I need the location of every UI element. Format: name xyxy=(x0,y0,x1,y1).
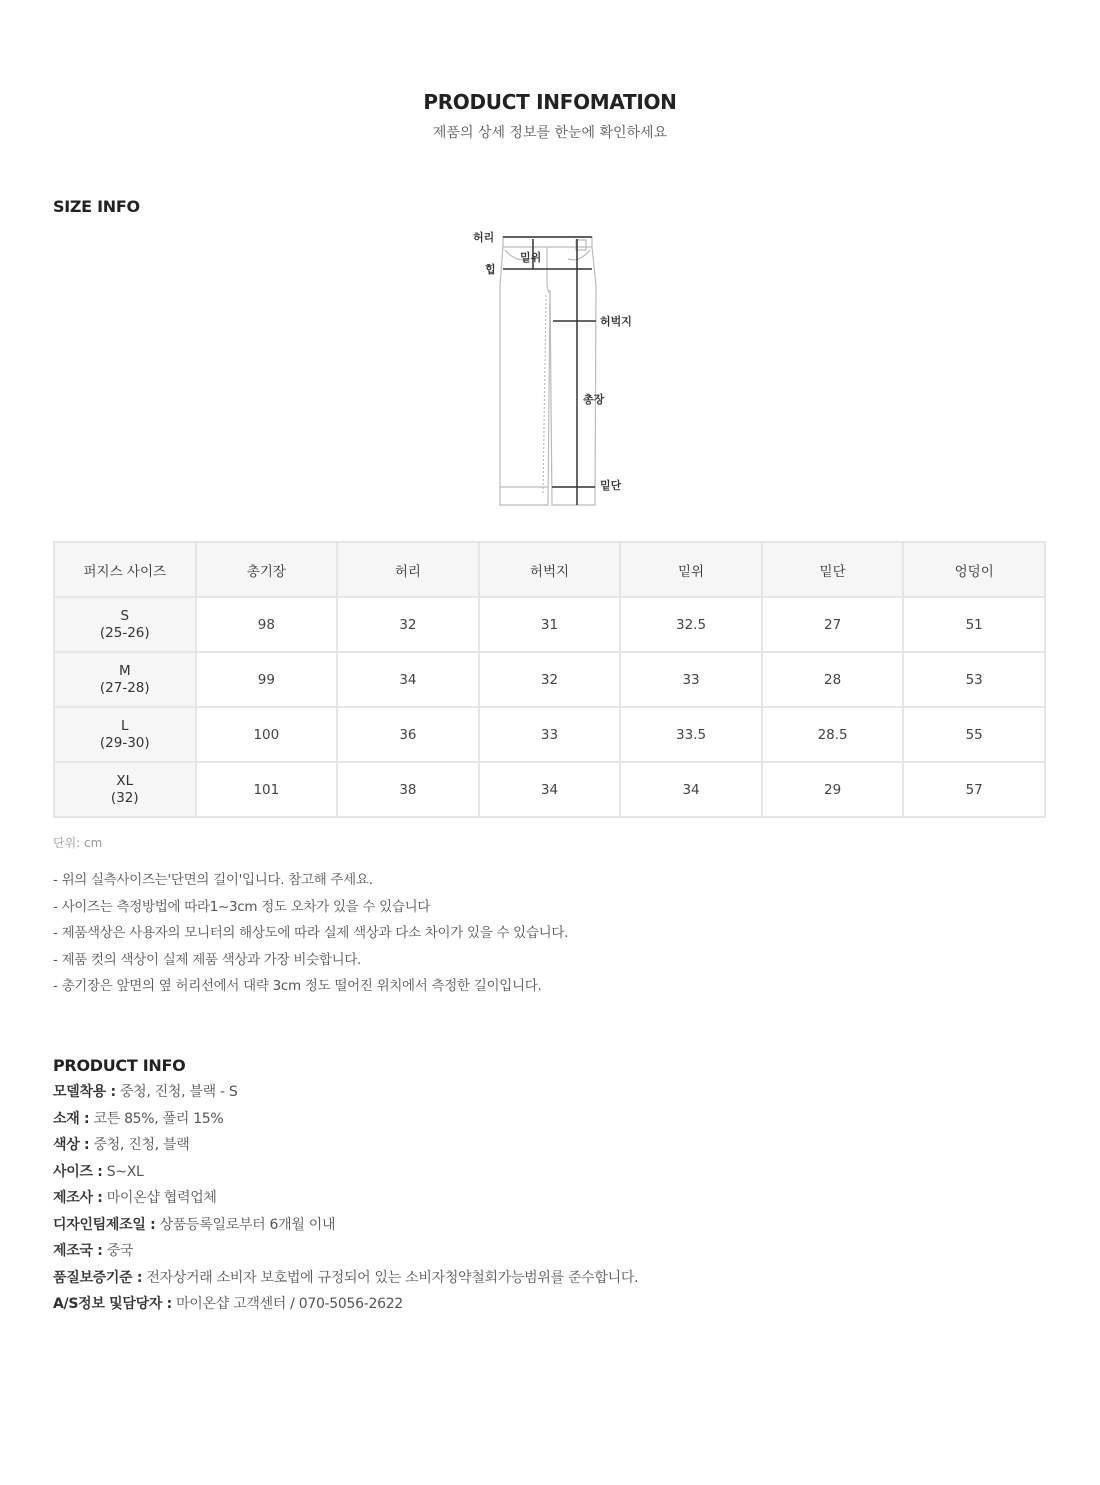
diagram-label-rise: 밑위 xyxy=(520,251,542,264)
size-range: (32) xyxy=(110,789,139,806)
note-item: - 총기장은 앞면의 옆 허리선에서 대략 3cm 정도 떨어진 위치에서 측정한 길이입니다. xyxy=(53,978,542,994)
table-row xyxy=(54,652,1045,707)
table-cell: 38 xyxy=(337,762,479,817)
info-label: 소재 : xyxy=(53,1110,90,1127)
table-header-row xyxy=(54,542,1045,597)
info-label: A/S정보 및담당자 : xyxy=(53,1296,172,1312)
size-cell xyxy=(54,652,196,707)
table-cell: 32 xyxy=(337,597,479,652)
size-label: XL xyxy=(116,772,134,789)
info-label: 사이즈 : xyxy=(53,1163,103,1180)
info-value: 상품등록일로부터 6개월 이내 xyxy=(155,1216,336,1233)
size-cell xyxy=(54,597,196,652)
column-header: 총기장 xyxy=(196,542,338,597)
info-row xyxy=(53,1242,638,1269)
info-value: 마이온샵 협력업체 xyxy=(102,1190,217,1206)
table-cell: 53 xyxy=(903,652,1045,707)
size-range: (25-26) xyxy=(99,624,150,641)
table-cell: 55 xyxy=(903,707,1045,762)
size-range: (29-30) xyxy=(99,734,150,751)
note-item: - 제품 컷의 색상이 실제 제품 색상과 가장 비슷합니다. xyxy=(53,951,362,968)
table-cell: 36 xyxy=(337,707,479,762)
diagram-label-thigh: 허벅지 xyxy=(600,315,632,328)
note-item: - 사이즈는 측정방법에 따라1~3cm 정도 오차가 있을 수 있습니다 xyxy=(53,898,431,915)
table-cell: 98 xyxy=(196,597,338,652)
pants-left-leg xyxy=(500,247,550,505)
table-cell: 33 xyxy=(620,652,762,707)
info-label: 제조사 : xyxy=(53,1190,103,1206)
column-header: 허벅지 xyxy=(479,542,621,597)
pants-right-leg xyxy=(550,247,596,505)
info-label: 디자인팀제조일 : xyxy=(53,1216,156,1233)
table-cell: 29 xyxy=(762,762,904,817)
table-cell: 101 xyxy=(196,762,338,817)
product-info-list xyxy=(53,1083,638,1322)
info-value: S~XL xyxy=(102,1163,144,1180)
table-cell: 51 xyxy=(903,597,1045,652)
table-cell: 28 xyxy=(762,652,904,707)
column-header: 허리 xyxy=(337,542,479,597)
table-row xyxy=(54,707,1045,762)
info-value: 전자상거래 소비자 보호법에 규정되어 있는 소비자청약철회가능범위를 준수합니다. xyxy=(142,1269,639,1286)
info-row xyxy=(53,1295,638,1322)
table-cell: 34 xyxy=(479,762,621,817)
table-cell: 57 xyxy=(903,762,1045,817)
table-cell: 31 xyxy=(479,597,621,652)
product-info-title: PRODUCT INFO xyxy=(53,1056,186,1075)
table-cell: 27 xyxy=(762,597,904,652)
info-value: 중청, 진청, 블랙 - S xyxy=(115,1084,238,1100)
size-cell xyxy=(54,707,196,762)
table-cell: 32.5 xyxy=(620,597,762,652)
pants-size-diagram xyxy=(450,225,650,515)
diagram-label-length: 총장 xyxy=(583,393,605,406)
info-row xyxy=(53,1189,638,1216)
info-label: 품질보증기준 : xyxy=(53,1269,143,1286)
page-header xyxy=(0,90,1100,142)
table-row xyxy=(54,762,1045,817)
diagram-label-waist: 허리 xyxy=(473,231,495,244)
info-row xyxy=(53,1110,638,1137)
note-item: - 제품색상은 사용자의 모니터의 해상도에 따라 실제 색상과 다소 차이가 있을 수 있습니다. xyxy=(53,925,569,941)
table-cell: 34 xyxy=(620,762,762,817)
table-row xyxy=(54,597,1045,652)
info-row xyxy=(53,1136,638,1163)
column-header: 밑위 xyxy=(620,542,762,597)
size-table xyxy=(53,541,1046,818)
table-cell: 99 xyxy=(196,652,338,707)
info-value: 중국 xyxy=(102,1243,134,1259)
column-header: 퍼지스 사이즈 xyxy=(54,542,196,597)
info-label: 모델착용 : xyxy=(53,1084,116,1100)
table-cell: 32 xyxy=(479,652,621,707)
size-label: M xyxy=(118,662,131,679)
size-range: (27-28) xyxy=(99,679,150,696)
column-header: 엉덩이 xyxy=(903,542,1045,597)
table-cell: 34 xyxy=(337,652,479,707)
info-value: 중청, 진청, 블랙 xyxy=(89,1137,190,1153)
info-row xyxy=(53,1083,638,1110)
info-row xyxy=(53,1269,638,1296)
table-cell: 100 xyxy=(196,707,338,762)
size-info-title: SIZE INFO xyxy=(53,197,140,216)
info-label: 제조국 : xyxy=(53,1243,103,1259)
table-cell: 33.5 xyxy=(620,707,762,762)
size-notes xyxy=(53,871,568,1004)
size-label: S xyxy=(120,607,130,624)
pants-waistband xyxy=(503,237,592,247)
info-value: 마이온샵 고객센터 / 070-5056-2622 xyxy=(171,1296,403,1312)
info-row xyxy=(53,1216,638,1243)
note-item: - 위의 실측사이즈는'단면의 길이'입니다. 참고해 주세요. xyxy=(53,872,373,888)
diagram-label-hip: 힙 xyxy=(485,263,496,276)
unit-label: 단위: cm xyxy=(53,836,103,850)
diagram-label-hem: 밑단 xyxy=(600,479,622,492)
page-title: PRODUCT INFOMATION xyxy=(423,90,677,114)
info-value: 코튼 85%, 폴리 15% xyxy=(89,1110,224,1127)
page-subtitle: 제품의 상세 정보를 한눈에 확인하세요 xyxy=(432,125,668,141)
table-cell: 28.5 xyxy=(762,707,904,762)
info-label: 색상 : xyxy=(53,1137,90,1153)
size-label: L xyxy=(121,717,129,734)
column-header: 밑단 xyxy=(762,542,904,597)
table-cell: 33 xyxy=(479,707,621,762)
size-cell xyxy=(54,762,196,817)
info-row xyxy=(53,1163,638,1190)
